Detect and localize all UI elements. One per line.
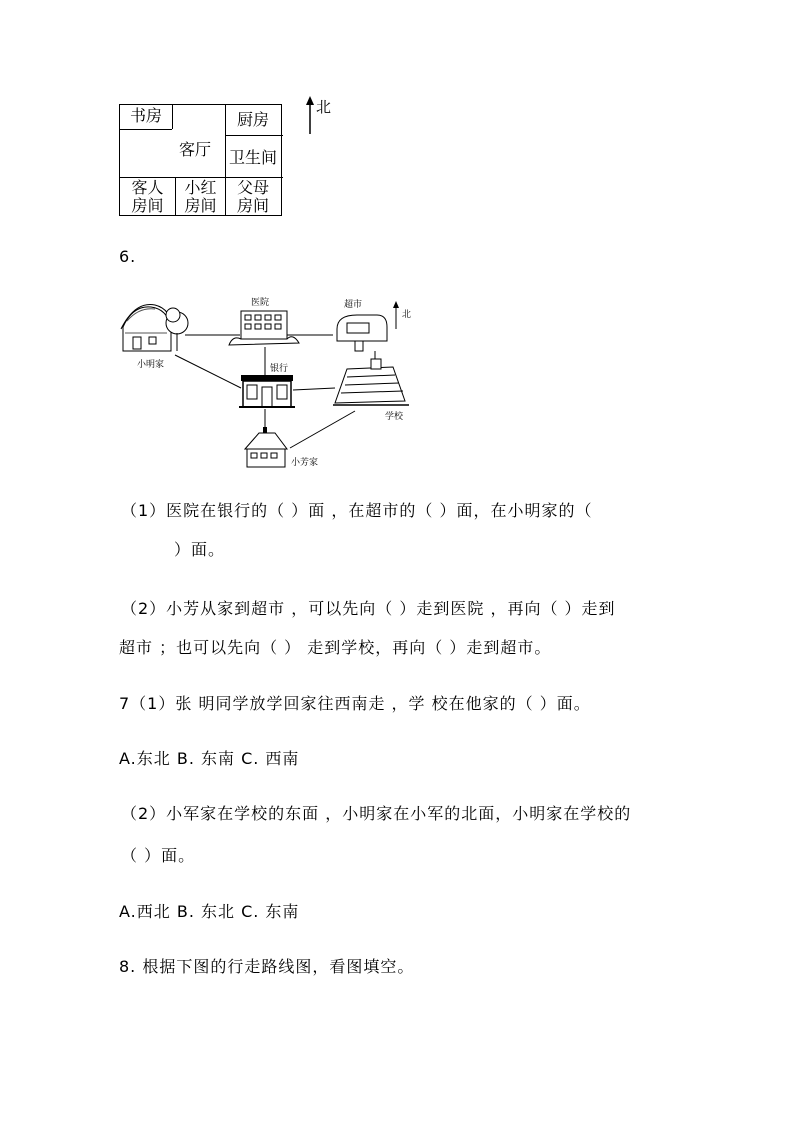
plan-north-label: 北 xyxy=(316,98,332,116)
study-divider-v xyxy=(172,105,173,129)
q8-prompt: 8. 根据下图的行走路线图，看图填空。 xyxy=(119,957,415,976)
map-label-bank: 银行 xyxy=(270,364,289,374)
q6-part1-line2: ）面。 xyxy=(174,540,226,559)
house-icon xyxy=(121,305,188,352)
q7-part2-line1: （2）小军家在学校的东面 ，小明家在小军的北面，小明家在学校的 xyxy=(121,804,632,823)
map-label-xiaoming-home: 小明家 xyxy=(137,360,165,370)
study-divider-h xyxy=(120,129,172,130)
map-label-supermarket: 超市 xyxy=(344,300,363,310)
bank-icon xyxy=(239,375,295,407)
q6-part2-line2: 超市 ；也可以先向（ ） 走到学校，再向（ ）走到超市。 xyxy=(119,638,552,657)
parents-room-label: 父母 房间 xyxy=(236,178,269,215)
bathroom-label: 卫生间 xyxy=(228,148,277,167)
hospital-icon xyxy=(229,311,299,345)
map-label-school: 学校 xyxy=(385,412,404,422)
map-north-arrow-icon xyxy=(393,301,399,329)
q7-part2-line2: （ ）面。 xyxy=(121,846,196,865)
living-room-label: 客厅 xyxy=(178,140,211,159)
road-bank-school xyxy=(293,388,335,390)
road-home-bank xyxy=(175,355,241,388)
location-map xyxy=(115,293,415,473)
study-label: 书房 xyxy=(129,106,162,125)
floor-plan xyxy=(119,104,282,216)
xiaofang-house-icon xyxy=(245,427,287,467)
kitchen-label: 厨房 xyxy=(236,110,269,129)
kitchen-divider xyxy=(225,135,283,136)
map-label-xiaofang-home: 小芳家 xyxy=(291,458,319,468)
question-6-number: 6. xyxy=(119,247,137,266)
xiaohong-room-label: 小红 房间 xyxy=(184,178,217,215)
school-icon xyxy=(333,359,409,405)
q6-part1-line1: （1）医院在银行的（ ）面 ，在超市的（ ）面，在小明家的（ xyxy=(121,501,593,520)
map-label-hospital: 医院 xyxy=(251,298,270,308)
q6-part2-line1: （2）小芳从家到超市 ，可以先向（ ）走到医院 ，再向（ ）走到 xyxy=(121,599,616,618)
map-label-north: 北 xyxy=(402,310,412,320)
guest-room-label: 客人 房间 xyxy=(131,178,164,215)
road-fanghome-school xyxy=(290,411,355,448)
q7-part1-options: A.东北 B. 东南 C. 西南 xyxy=(119,749,300,768)
q7-part2-options: A.西北 B. 东北 C. 东南 xyxy=(119,902,300,921)
q7-part1: 7（1）张 明同学放学回家往西南走 ，学 校在他家的（ ）面。 xyxy=(119,694,591,713)
supermarket-icon xyxy=(337,315,387,351)
